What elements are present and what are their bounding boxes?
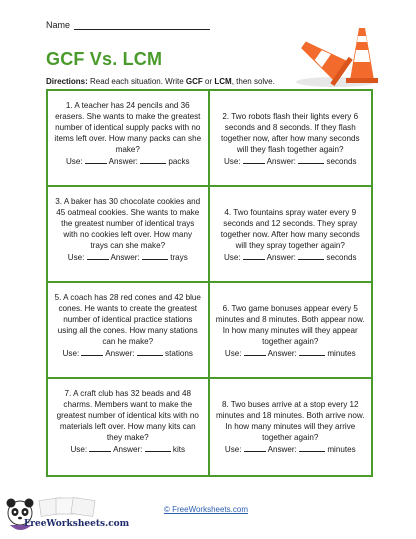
problem-card <box>210 187 372 283</box>
answer-line <box>216 251 366 263</box>
name-blank-line[interactable] <box>74 20 210 30</box>
problem-card <box>48 379 210 475</box>
answer-blank[interactable] <box>137 347 163 356</box>
problem-card <box>210 379 372 475</box>
use-blank[interactable] <box>243 251 265 260</box>
answer-label: Answer: <box>266 157 296 166</box>
problem-grid <box>46 89 373 477</box>
use-blank[interactable] <box>87 251 109 260</box>
directions <box>46 77 275 86</box>
directions-text-1: Read each situation. Write <box>87 77 186 86</box>
logo-text: FreeWorksheets.com <box>24 519 130 529</box>
use-blank[interactable] <box>81 347 103 356</box>
answer-line <box>54 347 202 359</box>
use-blank[interactable] <box>244 443 266 452</box>
answer-line <box>216 347 366 359</box>
answer-line <box>54 443 202 455</box>
answer-blank[interactable] <box>298 155 324 164</box>
answer-label: Answer: <box>113 445 143 454</box>
unit-label: minutes <box>327 349 356 358</box>
use-label: Use: <box>70 445 88 454</box>
problem-text: 7. A craft club has 32 beads and 48 charms. Members want to make the greatest number of identical kits with no materials left over. How many kits can they make? <box>56 389 199 442</box>
problem-text: 8. Two buses arrive at a stop every 12 minutes and 18 minutes. Both arrive now. In how many minutes will they arrive together again? <box>216 400 365 442</box>
traffic-cones-icon <box>288 16 380 88</box>
answer-label: Answer: <box>266 253 296 262</box>
directions-text-2: , then solve. <box>231 77 275 86</box>
problem-text: 2. Two robots flash their lights every 6 seconds and 8 seconds. If they flash together now, after how many seconds will they flash together again? <box>220 112 360 154</box>
use-label: Use: <box>223 253 241 262</box>
directions-gcf: GCF <box>185 77 203 86</box>
unit-label: trays <box>170 253 188 262</box>
answer-blank[interactable] <box>299 347 325 356</box>
unit-label: stations <box>165 349 193 358</box>
use-label: Use: <box>67 253 85 262</box>
use-blank[interactable] <box>89 443 111 452</box>
answer-blank[interactable] <box>145 443 171 452</box>
page-title: GCF Vs. LCM <box>46 49 163 69</box>
panda-logo-icon <box>4 495 114 539</box>
use-label: Use: <box>223 157 241 166</box>
problem-card <box>48 187 210 283</box>
directions-label: Directions: <box>46 77 88 86</box>
answer-blank[interactable] <box>298 251 324 260</box>
problem-card <box>48 91 210 187</box>
use-label: Use: <box>62 349 80 358</box>
use-label: Use: <box>65 157 83 166</box>
answer-blank[interactable] <box>299 443 325 452</box>
problem-text: 4. Two fountains spray water every 9 seconds and 12 seconds. They spray together now. After how many seconds will they spray together again? <box>220 208 360 250</box>
answer-line <box>216 443 366 455</box>
problem-text: 1. A teacher has 24 pencils and 36 erasers. She wants to make the greatest number of identical supply packs with no items left over. How many packs can she make? <box>54 101 202 154</box>
name-label: Name <box>46 20 71 30</box>
use-label: Use: <box>224 349 242 358</box>
problem-card <box>210 283 372 379</box>
use-label: Use: <box>224 445 242 454</box>
directions-lcm: LCM <box>214 77 232 86</box>
problem-card <box>210 91 372 187</box>
use-blank[interactable] <box>85 155 107 164</box>
problem-card <box>48 283 210 379</box>
directions-or: or <box>202 77 215 86</box>
use-blank[interactable] <box>244 347 266 356</box>
answer-blank[interactable] <box>142 251 168 260</box>
unit-label: seconds <box>326 253 357 262</box>
answer-blank[interactable] <box>140 155 166 164</box>
name-field <box>46 20 210 30</box>
problem-text: 6. Two game bonuses appear every 5 minutes and 8 minutes. Both appear now. In how many minutes will they appear together again? <box>215 304 365 346</box>
answer-line <box>54 155 202 167</box>
unit-label: seconds <box>326 157 357 166</box>
problem-text: 3. A baker has 30 chocolate cookies and 45 oatmeal cookies. She wants to make the greatest number of identical trays with no cookies left over. How many trays can she make? <box>55 197 201 250</box>
unit-label: minutes <box>327 445 356 454</box>
answer-label: Answer: <box>110 253 140 262</box>
problem-text: 5. A coach has 28 red cones and 42 blue cones. He wants to create the greatest number of identical practice stations using all the cones. How many stations can he make? <box>54 293 201 346</box>
unit-label: kits <box>172 445 186 454</box>
use-blank[interactable] <box>243 155 265 164</box>
answer-label: Answer: <box>267 445 297 454</box>
answer-label: Answer: <box>108 157 138 166</box>
answer-label: Answer: <box>267 349 297 358</box>
answer-line <box>216 155 366 167</box>
answer-line <box>54 251 202 263</box>
footer-url-link[interactable]: © FreeWorksheets.com <box>164 505 248 514</box>
answer-label: Answer: <box>105 349 135 358</box>
unit-label: packs <box>168 157 190 166</box>
